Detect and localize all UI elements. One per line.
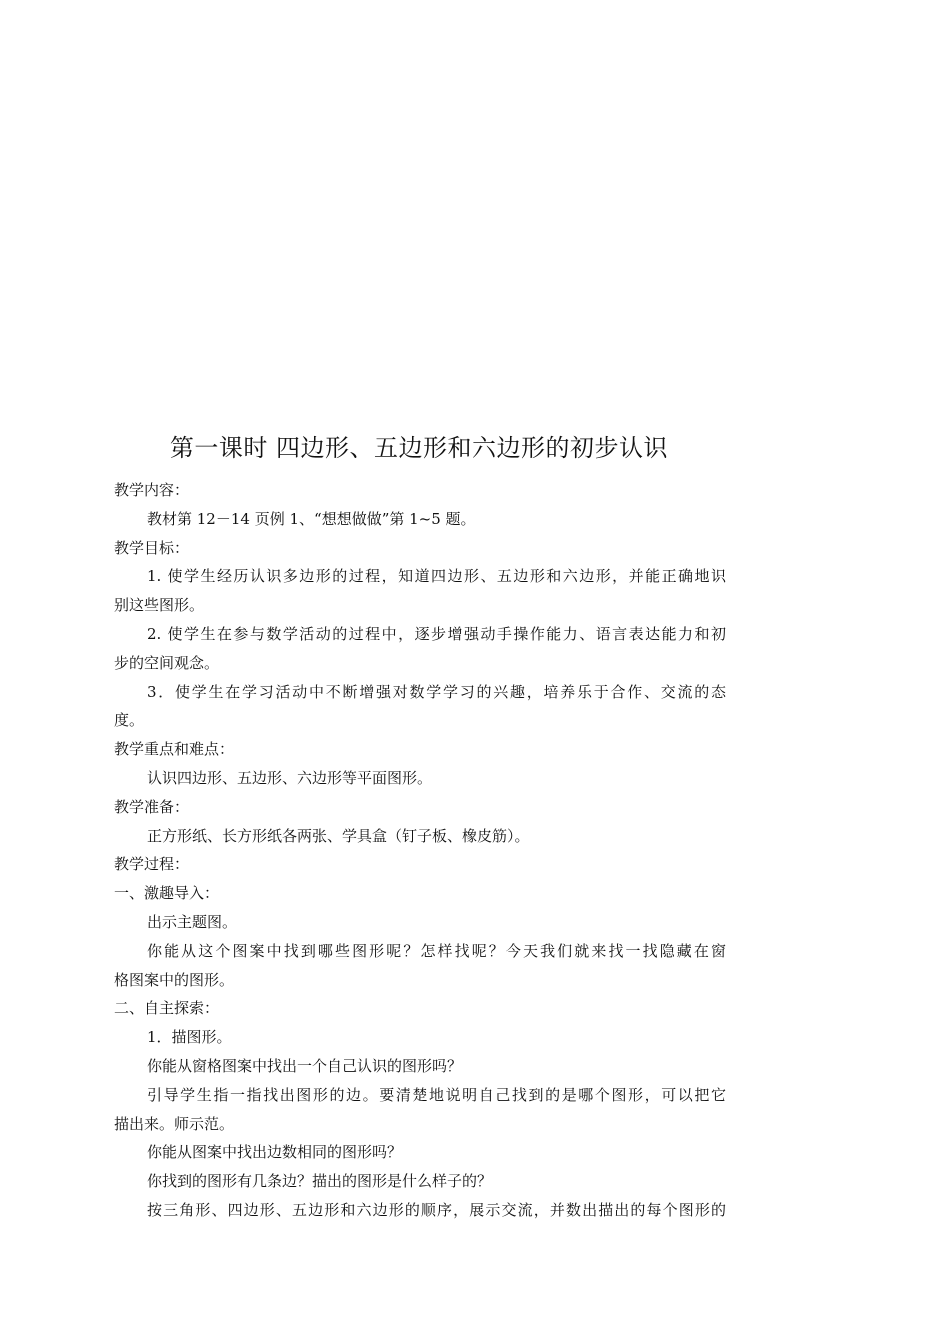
text-line: 你能从这个图案中找到哪些图形呢？怎样找呢？今天我们就来找一找隐藏在窗 (147, 941, 726, 960)
text-line: 2. 使学生在参与数学活动的过程中，逐步增强动手操作能力、语言表达能力和初 (147, 624, 726, 643)
text-line: 教学内容： (114, 481, 190, 499)
text-line: 教学目标： (114, 538, 190, 557)
text-line: 1. 使学生经历认识多边形的过程，知道四边形、五边形和六边形，并能正确地识 (147, 567, 726, 586)
text-line: 你找到的图形有几条边？描出的图形是什么样子的？ (147, 1172, 493, 1191)
text-line: 引导学生指一指找出图形的边。要清楚地说明自己找到的是哪个图形，可以把它 (147, 1085, 726, 1104)
text-line: 正方形纸、长方形纸各两张、学具盒（钉子板、橡皮筋）。 (147, 826, 530, 845)
text-line: 一、激趣导入： (114, 884, 220, 903)
text-line: 认识四边形、五边形、六边形等平面图形。 (147, 768, 433, 787)
lesson-body (114, 476, 726, 1225)
text-line: 按三角形、四边形、五边形和六边形的顺序，展示交流，并数出描出的每个图形的 (147, 1200, 726, 1219)
text-line: 1．描图形。 (147, 1028, 232, 1047)
text-line: 格图案中的图形。 (114, 970, 235, 989)
text-line: 3．使学生在学习活动中不断增强对数学学习的兴趣，培养乐于合作、交流的态 (147, 682, 726, 701)
text-line: 教材第 12－14 页例 1、“想想做做”第 1~5 题。 (147, 509, 476, 528)
text-line: 教学过程： (114, 855, 190, 874)
text-line: 你能从窗格图案中找出一个自己认识的图形吗？ (147, 1056, 463, 1075)
text-line: 描出来。师示范。 (114, 1114, 235, 1133)
lesson-title: 第一课时 四边形、五边形和六边形的初步认识 (169, 434, 669, 462)
text-line: 出示主题图。 (147, 912, 238, 931)
text-line: 别这些图形。 (114, 596, 205, 615)
text-line: 度。 (114, 711, 145, 730)
text-line: 教学重点和难点： (114, 740, 235, 759)
text-line: 二、自主探索： (114, 999, 220, 1018)
text-line: 你能从图案中找出边数相同的图形吗？ (147, 1143, 403, 1162)
text-line: 步的空间观念。 (114, 653, 220, 672)
text-line: 教学准备： (114, 797, 190, 816)
